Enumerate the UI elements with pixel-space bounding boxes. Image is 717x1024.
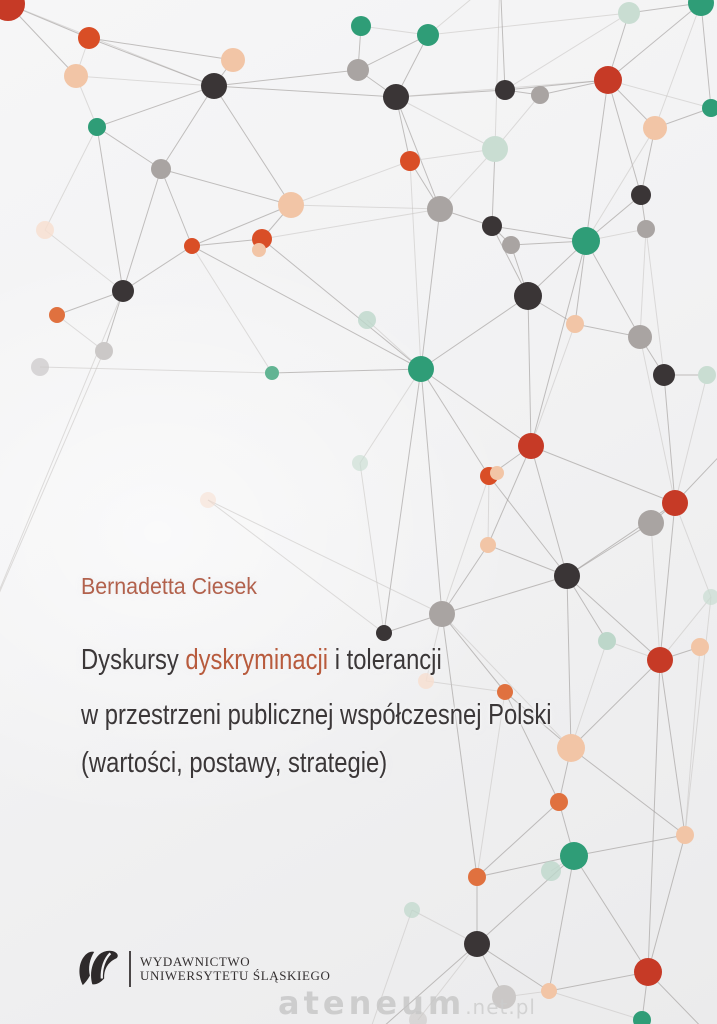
title-line-3: (wartości, postawy, strategie)	[81, 747, 388, 779]
publisher-divider	[129, 951, 131, 987]
watermark-main: ateneum	[278, 984, 466, 1022]
title-part-3: i tolerancji	[328, 644, 442, 676]
title-part-1: Dyskursy	[81, 644, 186, 676]
title-part-accent: dyskryminacji	[185, 644, 329, 676]
publisher-name	[140, 955, 331, 983]
title-line-1	[81, 644, 442, 677]
publisher-line-1: WYDAWNICTWO	[140, 954, 251, 969]
watermark-suffix: .net.pl	[465, 995, 536, 1019]
us-logo-icon	[75, 950, 121, 988]
publisher-block	[75, 948, 331, 990]
title-line-2: w przestrzeni publicznej współczesnej Polski	[81, 699, 552, 731]
publisher-line-2: UNIWERSYTETU ŚLĄSKIEGO	[140, 968, 331, 983]
author-name: Bernadetta Ciesek	[81, 573, 257, 599]
